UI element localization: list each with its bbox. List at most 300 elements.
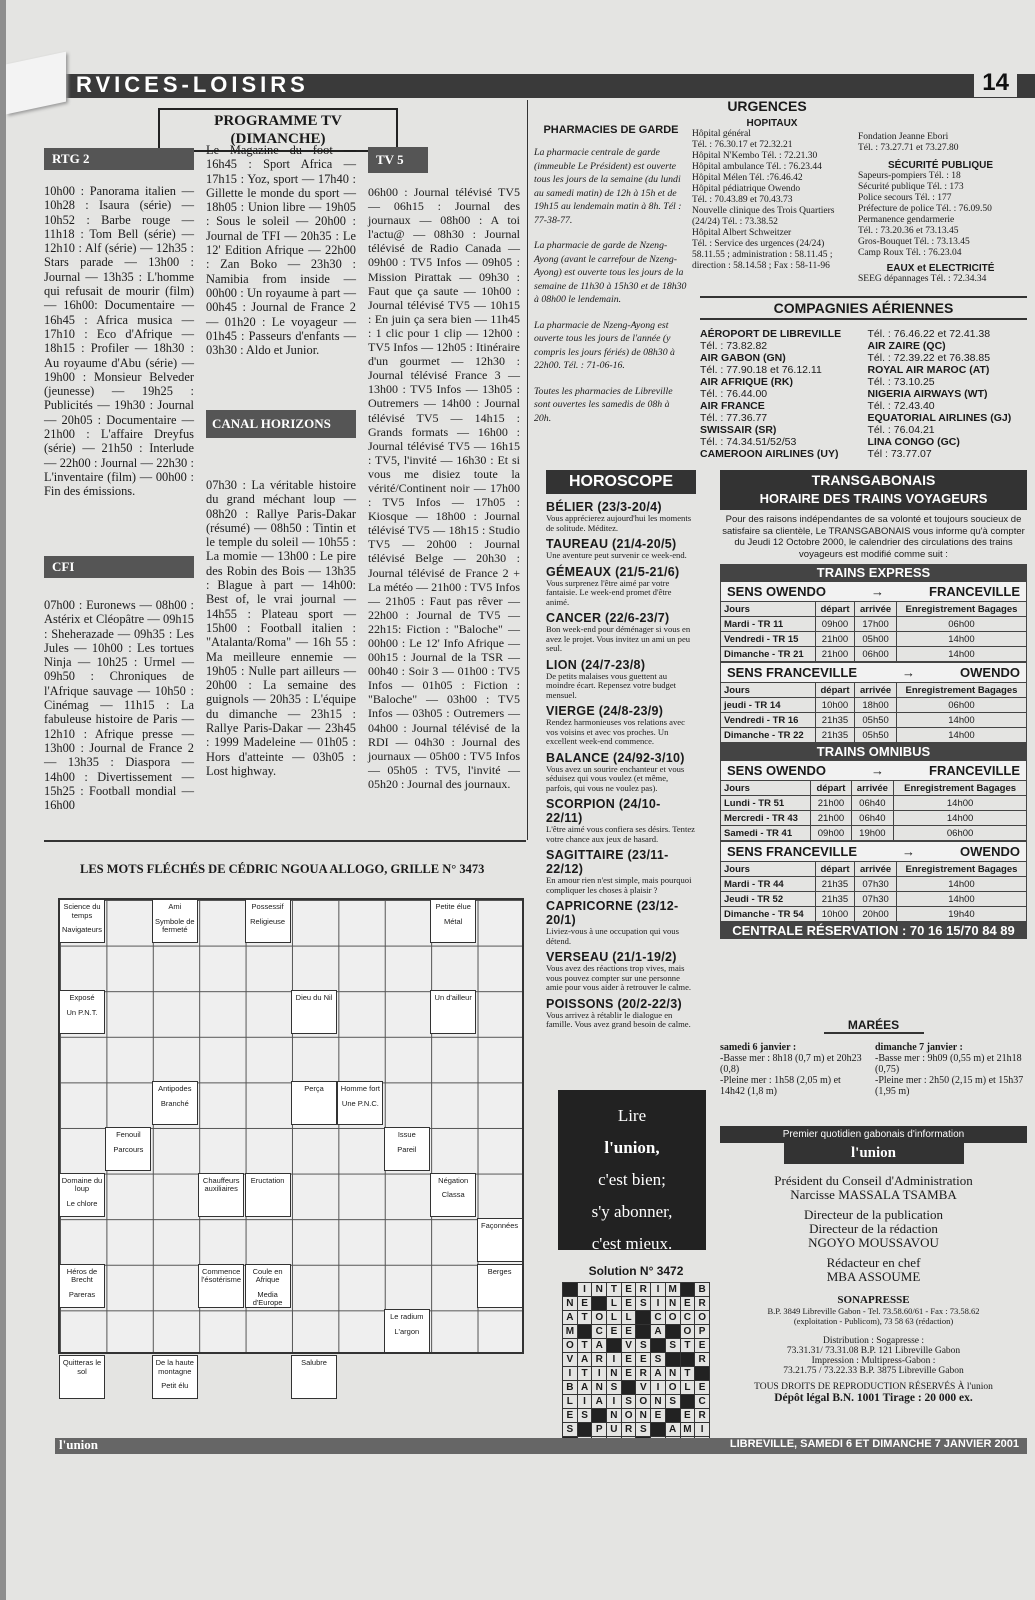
rtg2-heading: RTG 2 bbox=[44, 148, 194, 170]
solution-cell: E bbox=[621, 1283, 636, 1297]
airline-line: Tél. : 74.34.51/52/53 bbox=[700, 436, 797, 448]
solution-cell: C bbox=[680, 1311, 695, 1325]
sign-name: CAPRICORNE (23/12-20/1) bbox=[546, 899, 679, 927]
timetable-header bbox=[721, 602, 1027, 617]
column-header: départ bbox=[815, 862, 854, 877]
table-cell: 14h00 bbox=[896, 647, 1026, 662]
hopitaux-line: Nouvelle clinique des Trois Quartiers bbox=[692, 206, 835, 216]
clue-text: Salubre bbox=[301, 1358, 327, 1367]
table-cell: 06h00 bbox=[894, 826, 1027, 841]
masthead-line: MBA ASSOUME bbox=[826, 1269, 921, 1284]
solution-grid bbox=[562, 1282, 710, 1451]
table-cell: 19h00 bbox=[851, 826, 894, 841]
solution-cell: R bbox=[695, 1409, 710, 1423]
clue-text: Issue bbox=[397, 1130, 416, 1139]
solution-row bbox=[563, 1353, 710, 1367]
crossword-clue bbox=[384, 1309, 430, 1353]
solution-cell: A bbox=[563, 1311, 578, 1325]
clue-text: Commence l'ésotérisme bbox=[201, 1266, 242, 1285]
tv5-section bbox=[368, 147, 520, 791]
column-header: Jours bbox=[721, 683, 816, 698]
table-cell: Mardi - TR 11 bbox=[721, 617, 816, 632]
airline-line: AIR GABON (GN) bbox=[700, 352, 786, 364]
hopitaux-line: Hôpital Albert Schweitzer bbox=[692, 228, 792, 238]
solution-cell: I bbox=[651, 1283, 666, 1297]
solution-cell bbox=[665, 1353, 680, 1367]
solution-row bbox=[563, 1283, 710, 1297]
airline-line: Tél. : 72.39.22 et 76.38.85 bbox=[867, 352, 991, 364]
solution-cell: O bbox=[665, 1381, 680, 1395]
table-cell: 10h00 bbox=[815, 698, 854, 713]
clue-text: Homme fort bbox=[340, 1084, 380, 1094]
table-cell: 06h00 bbox=[855, 647, 897, 662]
horoscope-sign bbox=[546, 797, 696, 844]
sign-text: Vous apprécierez aujourd'hui les moments de solitude. Méditez. bbox=[546, 513, 692, 533]
securite-line: Gros-Bouquet Tél. : 73.13.45 bbox=[858, 237, 970, 247]
tv5-programme: 06h00 : Journal télévisé TV5 — 06h15 : Journal des journaux — 08h00 : A toi l'actu@ — 08h30 : Journal télévisé de Radio Canada — 09h00 : TV5 Infos — 09h05 : Mission Pirattak — 09h30 : Faut que ça saute — 10h00 : Journal télévisé TV5 — 10h15 : En juin ça sera bien — 11h45 : 1 clic pour 1 clip — 12h00 : TV5 Infos — 12h05 : Itinéraire d'un gourmet — 12h30 : Journal télévisé France 3 — 13h00 : TV5 Infos — 13h05 : Outremers — 14h00 : Journal télévisé TV5 — 14h15 : Grands formats — 16h00 : Journal télévisé TV5 — 16h15 : TV5, l'invité — 16h30 : Et si vous me disiez toute la vérité/Continent noir — 17h00 : TV5 Infos — 17h05 : Kiosque — 18h00 : Journal télévisé TV5 — 18h15 : Studio TV5 — 20h00 : Journal télévisé Belge — 20h30 : Journal télévisé de France 2 + La météo — 21h00 : TV5 Infos — 21h05 : Faut pas rêver — 22h00 : Journal de TV5 — 22h15: Fiction : "Baloche" — 00h00 : Le 12' Info Afrique — 00h15 : Journal de la TSR — 00h40 : Soir 3 — 01h00 : TV5 Infos — 01h05 : Fiction : "Baloche" — 03h00 : TV5 Infos — 03h05 : Outremers — 04h00 : Journal télévisé de la RDI — 04h30 : Journal des journaux — 05h00 : TV5 Infos — 05h05 : TV5, l'invité — 05h20 : Journal des journaux. bbox=[368, 185, 520, 791]
table-row bbox=[721, 811, 1027, 826]
airlines-section bbox=[700, 296, 1027, 460]
solution-cell: T bbox=[607, 1283, 622, 1297]
airline-line: EQUATORIAL AIRLINES (GJ) bbox=[867, 412, 1012, 424]
solution-cell bbox=[695, 1367, 710, 1381]
marees-columns bbox=[720, 1042, 1027, 1097]
column-header: Jours bbox=[721, 862, 816, 877]
maree-line: -Pleine mer : 2h50 (2,15 m) et 15h37 (1,95 m) bbox=[875, 1075, 1024, 1097]
pharmacy-item: La pharmacie de garde de Nzeng-Ayong (avant le carrefour de Nzeng-Ayong) est ouverte tous les jours de la semaine de 11h30 à 15h30 et de 18h30 à 08h00 le lendemain. bbox=[534, 240, 687, 305]
pharmacies-title: PHARMACIES DE GARDE bbox=[543, 124, 679, 136]
crossword-clue bbox=[59, 1173, 105, 1217]
solution-cell: E bbox=[651, 1409, 666, 1423]
horoscope-title: HOROSCOPE bbox=[546, 470, 696, 494]
crossword-clue bbox=[198, 1173, 244, 1217]
crossword-clue bbox=[105, 1127, 151, 1171]
solution-cell: N bbox=[636, 1409, 651, 1423]
solution-cell: E bbox=[577, 1297, 592, 1311]
arrow-right-icon: → bbox=[870, 763, 884, 778]
sign-text: Liviez-vous à une occupation qui vous détend. bbox=[546, 926, 679, 946]
crossword-clue bbox=[59, 1264, 105, 1308]
airlines-columns bbox=[700, 328, 1027, 460]
table-cell: Vendredi - TR 15 bbox=[721, 632, 816, 647]
crossword-clue bbox=[430, 899, 476, 943]
solution-cell: E bbox=[563, 1409, 578, 1423]
table-cell: Dimanche - TR 54 bbox=[721, 907, 816, 922]
direction-to: OWENDO bbox=[960, 844, 1020, 859]
clue-text: Héros de Brecht bbox=[66, 1266, 98, 1285]
masthead-line: Narcisse MASSALA TSAMBA bbox=[790, 1187, 957, 1202]
clue-text: Branché bbox=[160, 1098, 189, 1108]
subscription-ad bbox=[558, 1090, 706, 1253]
table-cell: Mercredi - TR 43 bbox=[721, 811, 811, 826]
crossword-clue bbox=[59, 899, 105, 943]
solution-cell: T bbox=[577, 1311, 592, 1325]
masthead-line: Président du Conseil d'Administration bbox=[774, 1173, 973, 1188]
solution-cell: P bbox=[695, 1325, 710, 1339]
solution-cell: S bbox=[563, 1423, 578, 1437]
crossword-title: LES MOTS FLÉCHÉS DE CÉDRIC NGOUA ALLOGO, GRILLE N° 3473 bbox=[80, 862, 485, 876]
solution-cell: S bbox=[636, 1423, 651, 1437]
timetable-express-1 bbox=[720, 581, 1027, 662]
solution-cell: S bbox=[577, 1409, 592, 1423]
section-header-bar bbox=[6, 69, 1035, 98]
solution-cell: V bbox=[636, 1381, 651, 1395]
horoscope-sign bbox=[546, 751, 696, 794]
cfi-programme: 07h00 : Euronews — 08h00 : Astérix et Cléopâtre — 09h15 : Sheherazade — 09h35 : Les Jules — 10h00 : Les tortues Ninja — 10h25 : Urmel — 09h50 : Chroniques de l'Afrique sauvage — 10h50 : Cinémag — 11h15 : La fabuleuse histoire de Paris — 12h10 : Afrique presse — 13h00 : Journal de France 2 — 13h35 : Diaspora — 14h00 : Divertissement — 15h25 : Football mondial — 16h00 bbox=[44, 598, 194, 813]
securite-line: Sapeurs-pompiers Tél. : 18 bbox=[858, 171, 961, 181]
solution-cell bbox=[680, 1283, 695, 1297]
urgences-columns bbox=[692, 118, 1027, 285]
canal-programme: 07h30 : La véritable histoire du grand méchant loup — 08h20 : Rallye Paris-Dakar (résumé) — 08h50 : Tintin et le temple du soleil — 10h55 : La momie — 13h00 : Le pire des Robin des Bois — 13h35 : Blague à part — 14h00: Best of, le vrai journal — 14h55 : Plateau sport — 15h00 : Football italien : "Atalanta/Roma" — 16h 55 : Ma meilleure ennemie — 19h05 : Nulle part ailleurs — 20h00 : La semaine des guignols — 20h35 : L'équipe du dimanche — 23h15 : Rallye Paris-Dakar — 23h45 : 1999 Madeleine — 01h05 : Hors d'atteinte — 03h05 : Lost highway. bbox=[206, 478, 356, 778]
table-cell: jeudi - TR 14 bbox=[721, 698, 816, 713]
horoscope-sign bbox=[546, 537, 696, 561]
solution-cell: O bbox=[695, 1311, 710, 1325]
sign-name: SCORPION (24/10-22/11) bbox=[546, 797, 661, 825]
table-cell: 10h00 bbox=[815, 907, 854, 922]
clue-text: Antipodes bbox=[158, 1084, 192, 1094]
timetable bbox=[720, 861, 1027, 922]
crossword-clue bbox=[291, 990, 337, 1034]
table-cell: 21h35 bbox=[815, 713, 854, 728]
solution-cell: S bbox=[665, 1339, 680, 1353]
page-number: 14 bbox=[974, 69, 1017, 97]
table-cell: 21h00 bbox=[815, 647, 854, 662]
crossword-clue bbox=[59, 1355, 105, 1399]
solution-cell: I bbox=[577, 1395, 592, 1409]
table-cell: 19h40 bbox=[896, 907, 1026, 922]
canal-section bbox=[206, 410, 356, 778]
pharmacies-section bbox=[534, 124, 688, 425]
crossword-clue bbox=[337, 1081, 383, 1125]
timetable bbox=[720, 601, 1027, 662]
timetable-direction bbox=[720, 841, 1027, 861]
clue-text: Ami bbox=[168, 902, 182, 911]
securite-line: Préfecture de police Tél. : 76.09.50 bbox=[858, 204, 992, 214]
crossword-clue bbox=[59, 990, 105, 1034]
column-header: Enregistrement Bagages bbox=[894, 781, 1027, 796]
marees-right bbox=[875, 1042, 1025, 1097]
timetable-direction bbox=[720, 760, 1027, 780]
clue-text: De la haute montagne bbox=[155, 1358, 194, 1376]
sign-text: Vous avez un sourire enchanteur et vous séduisez qui vous voulez (et même, parfois, qui vous ne voulez pas). bbox=[546, 763, 685, 793]
crossword-clue bbox=[152, 1355, 198, 1399]
masthead-line: 73.21.75 / 73.22.33 B.P. 3875 Libreville Gabon bbox=[783, 1366, 964, 1376]
sign-text: L'être aimé vous confiera ses désirs. Tentez votre chance aux jeux de hasard. bbox=[546, 824, 695, 844]
solution-cell: S bbox=[636, 1297, 651, 1311]
solution-cell: U bbox=[607, 1423, 622, 1437]
clue-text: Le chlore bbox=[66, 1198, 98, 1208]
sign-name: SAGITTAIRE (23/11-22/12) bbox=[546, 848, 669, 876]
table-cell: Samedi - TR 41 bbox=[721, 826, 811, 841]
clue-text: Quitteras le sol bbox=[62, 1358, 102, 1376]
table-row bbox=[721, 892, 1027, 907]
solution-cell bbox=[680, 1353, 695, 1367]
column-header: arrivée bbox=[855, 862, 897, 877]
column-header: Enregistrement Bagages bbox=[896, 602, 1026, 617]
timetable-header bbox=[721, 781, 1027, 796]
solution-cell: B bbox=[563, 1381, 578, 1395]
solution-cell: R bbox=[636, 1283, 651, 1297]
solution-cell: A bbox=[665, 1423, 680, 1437]
crossword-clue bbox=[245, 899, 291, 943]
ad-line: c'est bien; bbox=[598, 1170, 666, 1189]
solution-row bbox=[563, 1423, 710, 1437]
airline-line: Tél. : 76.46.22 et 72.41.38 bbox=[867, 328, 991, 340]
solution-cell: E bbox=[621, 1325, 636, 1339]
sign-text: Vous avez des réactions trop vives, mais vous pouvez compter sur une personne amie pour vous aider à retrouver le calme. bbox=[546, 963, 692, 992]
section-title: RVICES-LOISIRS bbox=[76, 72, 309, 97]
horoscope-section bbox=[546, 470, 696, 1034]
solution-cell: I bbox=[577, 1283, 592, 1297]
airline-line: Tél. : 76.04.21 bbox=[867, 424, 935, 436]
table-cell: 14h00 bbox=[896, 632, 1026, 647]
solution-cell bbox=[651, 1423, 666, 1437]
timetable-omnibus-1 bbox=[720, 760, 1027, 841]
table-cell: 21h00 bbox=[815, 632, 854, 647]
airline-line: Tél. : 77.90.18 et 76.12.11 bbox=[700, 364, 822, 376]
urgences-section bbox=[692, 98, 1027, 285]
airline-line: NIGERIA AIRWAYS (WT) bbox=[867, 388, 988, 400]
solution-row bbox=[563, 1325, 710, 1339]
marees-section bbox=[720, 1018, 1027, 1097]
table-cell: 05h50 bbox=[855, 728, 897, 743]
solution-row bbox=[563, 1381, 710, 1395]
direction-to: OWENDO bbox=[960, 665, 1020, 680]
table-cell: 14h00 bbox=[894, 796, 1027, 811]
airline-line: Tél. : 73.10.25 bbox=[867, 376, 935, 388]
solution-cell: I bbox=[563, 1367, 578, 1381]
table-cell: 14h00 bbox=[896, 728, 1026, 743]
table-cell: 17h00 bbox=[855, 617, 897, 632]
eaux-line: SEEG dépannages Tél. : 72.34.34 bbox=[858, 274, 987, 284]
table-cell: Dimanche - TR 22 bbox=[721, 728, 816, 743]
table-cell: 14h00 bbox=[896, 892, 1026, 907]
crossword-clue bbox=[430, 990, 476, 1034]
sign-name: VERSEAU (21/1-19/2) bbox=[546, 950, 677, 964]
solution-cell: A bbox=[592, 1339, 607, 1353]
column-header: arrivée bbox=[855, 602, 897, 617]
sign-text: Vous arrivez à rétablir le dialogue en famille. Vous avez grand besoin de calme. bbox=[546, 1009, 691, 1029]
airline-line: Tél : 73.77.07 bbox=[867, 448, 932, 460]
table-cell: Vendredi - TR 16 bbox=[721, 713, 816, 728]
sign-name: LION (24/7-23/8) bbox=[546, 657, 646, 672]
clue-text: Pareras bbox=[68, 1289, 96, 1299]
airline-line: CAMEROON AIRLINES (UY) bbox=[700, 448, 839, 460]
solution-row bbox=[563, 1339, 710, 1353]
marees-title: MARÉES bbox=[824, 1018, 924, 1034]
hopitaux-line: Hôpital général bbox=[692, 129, 751, 139]
solution-cell: N bbox=[592, 1283, 607, 1297]
table-cell: 14h00 bbox=[894, 811, 1027, 826]
solution-cell: C bbox=[695, 1395, 710, 1409]
clue-text: Berges bbox=[487, 1266, 512, 1276]
solution-cell: M bbox=[665, 1283, 680, 1297]
masthead-line: (exploitation - Publicom), 73 58 63 (rédaction) bbox=[793, 1316, 954, 1326]
hopitaux-line: Hôpital N'Kembo Tél. : 72.21.30 bbox=[692, 151, 818, 161]
airlines-left bbox=[700, 328, 860, 460]
securite-line: Camp Roux Tél. : 76.23.04 bbox=[858, 248, 962, 258]
sign-text: Rendez harmonieuses vos relations avec vos voisins et avec vos proches. Un excellent week-end commence. bbox=[546, 717, 685, 746]
securite-column bbox=[858, 132, 1023, 285]
col2-programme: Le Magazine du foot — 16h45 : Sport Africa — 17h15 : Yoz, sport — 17h40 : Gillette le monde du sport — 18h05 : Union libre — 19h05 : Sous le soleil — 20h00 : Journal de TFI — 20h35 : Le 12' Edition Afrique — 22h00 : Zan Boko — 23h30 : Namibia from inside — 00h00 : Un royaume à part — 00h45 : Journal de France 2 — 01h20 : Le voyageur — 01h45 : Passeurs d'enfants — 03h30 : Aldo et Junior. bbox=[206, 143, 356, 358]
ad-line: Lire bbox=[617, 1106, 647, 1125]
masthead-line: Impression : Multipress-Gabon : bbox=[811, 1356, 936, 1366]
solution-cell: N bbox=[665, 1367, 680, 1381]
solution-cell: R bbox=[695, 1297, 710, 1311]
solution-cell: O bbox=[592, 1311, 607, 1325]
clue-text: Un d'ailleur bbox=[434, 993, 472, 1003]
column-header: départ bbox=[815, 602, 854, 617]
table-row bbox=[721, 632, 1027, 647]
clue-text: Dieu du Nil bbox=[295, 993, 333, 1003]
pharmacy-item: La pharmacie centrale de garde (immeuble Le Président) est ouverte tous les jours de la semaine (du lundi au samedi matin) de 12h à 15h et de 19h15 au lendemain matin à 8h. Tél : 77-38-77. bbox=[534, 147, 682, 226]
airline-line: Tél. : 77.36.77 bbox=[700, 412, 768, 424]
table-cell: Mardi - TR 44 bbox=[721, 877, 816, 892]
timetable-header bbox=[721, 862, 1027, 877]
masthead-line: 73.31.31/ 73.31.08 B.P. 121 Libreville Gabon bbox=[786, 1346, 961, 1356]
omnibus-bar: TRAINS OMNIBUS bbox=[720, 743, 1027, 760]
solution-cell: S bbox=[621, 1395, 636, 1409]
solution-cell bbox=[680, 1395, 695, 1409]
tv5-heading: TV 5 bbox=[368, 147, 428, 173]
solution-cell: P bbox=[592, 1423, 607, 1437]
table-row bbox=[721, 728, 1027, 743]
table-cell: 14h00 bbox=[896, 713, 1026, 728]
securite-title: SÉCURITÉ PUBLIQUE bbox=[887, 160, 993, 171]
cfi-section bbox=[44, 556, 194, 812]
solution-cell: N bbox=[665, 1297, 680, 1311]
clue-text: Exposé bbox=[69, 993, 95, 1003]
clue-text: Religieuse bbox=[250, 916, 286, 926]
table-cell: 21h35 bbox=[815, 892, 854, 907]
clue-text: Négation bbox=[438, 1175, 469, 1185]
masthead-line: Dépôt légal B.N. 1001 Tirage : 20 000 ex. bbox=[774, 1392, 973, 1404]
column-header: Jours bbox=[721, 602, 816, 617]
clue-text: Parcours bbox=[113, 1144, 144, 1154]
solution-cell bbox=[636, 1325, 651, 1339]
hopitaux-line: (24/24) Tél. : 73.38.52 bbox=[692, 217, 778, 227]
solution-cell: N bbox=[607, 1409, 622, 1423]
timetable-direction bbox=[720, 662, 1027, 682]
rtg2-programme: 10h00 : Panorama italien — 10h28 : Isaura (série) — 10h52 : Barbe rouge — 11h18 : Tom Bell (série) — 12h10 : Alf (série) — 12h35 : Stars parade — 13h00 : Journal — 13h35 : L'homme qui refusait de mourir (film) — 16h00: Documentaire — 16h45 : Africa musica — 17h10 : Eco d'Afrique — 18h15 : Profiler — 18h30 : Au royaume d'Abu (série) — 19h00 : Monsieur Belveder (jeunesse) — 19h25 : Publicités — 19h30 : Journal — 20h05 : Documentaire — 21h00 : L'affaire Dreyfus (série) — 21h50 : Interlude — 22h00 : Journal — 22h30 : L'inventaire (film) — 00h00 : Fin des émissions. bbox=[44, 184, 194, 499]
maree-line: -Pleine mer : 1h58 (2,05 m) et 14h42 (1,8 m) bbox=[720, 1075, 841, 1097]
solution-cell: M bbox=[563, 1325, 578, 1339]
solution-title: Solution N° 3472 bbox=[588, 1264, 684, 1278]
horoscope-sign bbox=[546, 997, 696, 1030]
table-cell: 18h00 bbox=[855, 698, 897, 713]
rtg1-continued bbox=[206, 143, 356, 357]
solution-cell: S bbox=[636, 1339, 651, 1353]
airlines-title: COMPAGNIES AÉRIENNES bbox=[700, 296, 1027, 320]
rtg2-section bbox=[44, 148, 194, 499]
sign-text: Une aventure peut survenir ce week-end. bbox=[546, 550, 687, 560]
horoscope-sign bbox=[546, 899, 696, 946]
urgences-title: URGENCES bbox=[727, 98, 807, 114]
footer-bar bbox=[55, 1438, 1027, 1454]
clue-text: Media d'Europe bbox=[252, 1289, 283, 1308]
hopitaux-line: Hôpital ambulance Tél. : 76.23.44 bbox=[692, 162, 822, 172]
clue-text: Science du temps bbox=[63, 902, 101, 920]
arrow-right-icon: → bbox=[870, 584, 884, 599]
solution-cell: S bbox=[665, 1395, 680, 1409]
clue-text: Perça bbox=[304, 1084, 324, 1094]
table-row bbox=[721, 647, 1027, 662]
ad-line: c'est mieux. bbox=[591, 1234, 673, 1253]
column-header: Enregistrement Bagages bbox=[896, 862, 1026, 877]
table-cell: 05h00 bbox=[855, 632, 897, 647]
crossword-grid bbox=[58, 898, 524, 1354]
airline-line: AIR FRANCE bbox=[700, 400, 765, 412]
maree-line: dimanche 7 janvier : bbox=[875, 1042, 963, 1053]
table-cell: Dimanche - TR 21 bbox=[721, 647, 816, 662]
airline-line: AÉROPORT DE LIBREVILLE bbox=[700, 328, 842, 340]
solution-cell: L bbox=[563, 1395, 578, 1409]
masthead-line: Directeur de la rédaction bbox=[809, 1221, 938, 1236]
solution-cell: B bbox=[695, 1283, 710, 1297]
hopitaux-line: Tél. : 70.43.89 et 70.43.73 bbox=[692, 195, 793, 205]
trains-section bbox=[720, 470, 1027, 939]
masthead-line: Distribution : Sogapresse : bbox=[822, 1336, 925, 1346]
timetable-header bbox=[721, 683, 1027, 698]
masthead bbox=[720, 1126, 1027, 1404]
clue-text: Un P.N.T. bbox=[66, 1007, 98, 1017]
sign-text: En amour rien n'est simple, mais pourquoi compliquer les choses à plaisir ? bbox=[546, 875, 692, 895]
clue-text: Fenouil bbox=[116, 1130, 141, 1139]
airline-line: Tél. : 73.82.82 bbox=[700, 340, 768, 352]
column-header: arrivée bbox=[851, 781, 894, 796]
crossword-clue bbox=[245, 1264, 291, 1308]
solution-cell: E bbox=[680, 1409, 695, 1423]
solution-cell: O bbox=[621, 1409, 636, 1423]
sign-text: De petits malaises vous guettent au moindre écart. Repensez votre budget mensuel. bbox=[546, 670, 677, 700]
clue-text: Métal bbox=[444, 916, 463, 926]
solution-cell bbox=[607, 1339, 622, 1353]
solution-cell: T bbox=[577, 1339, 592, 1353]
timetable-omnibus-2 bbox=[720, 841, 1027, 922]
column-header: arrivée bbox=[855, 683, 897, 698]
hopitaux-line: Tél. : 76.30.17 et 72.32.21 bbox=[692, 140, 793, 150]
solution-cell: I bbox=[651, 1381, 666, 1395]
table-cell: 20h00 bbox=[855, 907, 897, 922]
direction-from: SENS FRANCEVILLE bbox=[727, 665, 858, 680]
solution-row bbox=[563, 1297, 710, 1311]
solution-cell: A bbox=[651, 1367, 666, 1381]
solution-cell: R bbox=[636, 1367, 651, 1381]
clue-text: L'argon bbox=[394, 1326, 420, 1336]
eaux-title: EAUX et ELECTRICITÉ bbox=[886, 263, 995, 274]
maree-line: -Basse mer : 8h18 (0,7 m) et 20h23 (0,8) bbox=[720, 1053, 862, 1075]
crossword-clue bbox=[198, 1264, 244, 1308]
solution-cell bbox=[665, 1325, 680, 1339]
masthead-tagline: Premier quotidien gabonais d'information bbox=[720, 1126, 1027, 1143]
clue-text: Chauffeurs auxiliaires bbox=[202, 1175, 240, 1194]
solution-cell: N bbox=[651, 1395, 666, 1409]
canal-heading: CANAL HORIZONS bbox=[206, 410, 356, 438]
table-cell: 07h30 bbox=[855, 877, 897, 892]
solution-cell: L bbox=[621, 1311, 636, 1325]
ad-line: l'union, bbox=[604, 1138, 660, 1157]
footer-logo: l'union bbox=[59, 1437, 99, 1452]
solution-cell: E bbox=[621, 1297, 636, 1311]
airline-line: AIR ZAIRE (QC) bbox=[867, 340, 946, 352]
crossword-clue bbox=[152, 899, 198, 943]
hopitaux-line: Hôpital Mélen Tél. :76.46.42 bbox=[692, 173, 803, 183]
clue-text: Une P.N.C. bbox=[341, 1098, 379, 1108]
solution-cell: I bbox=[695, 1423, 710, 1437]
solution-cell: N bbox=[563, 1297, 578, 1311]
fondation-line: Fondation Jeanne Ebori bbox=[858, 132, 949, 142]
solution-cell: S bbox=[651, 1353, 666, 1367]
